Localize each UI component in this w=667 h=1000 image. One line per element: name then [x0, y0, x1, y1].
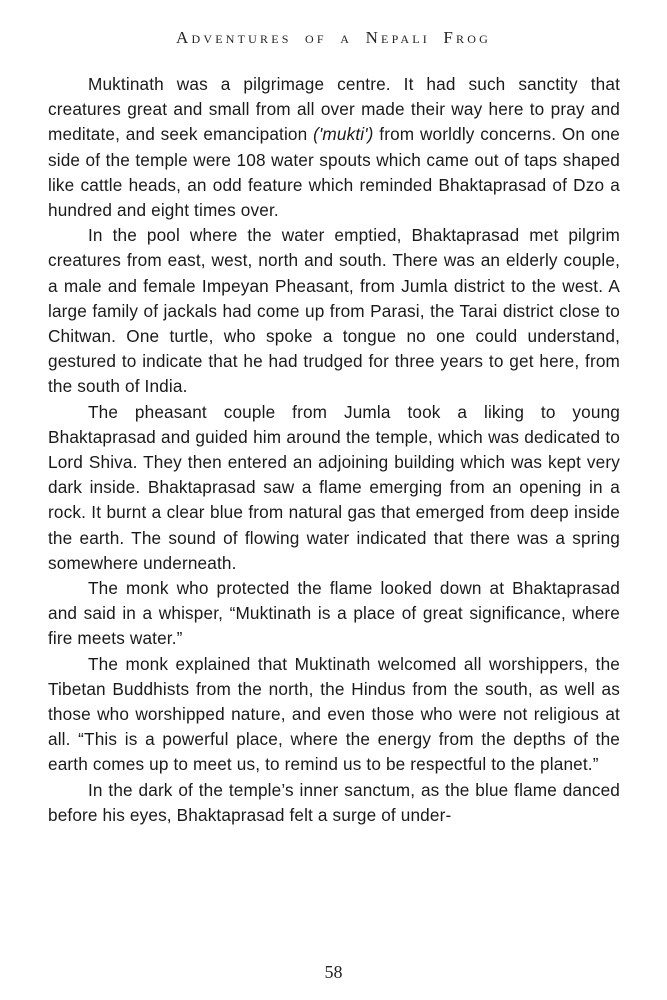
paragraph-1 [48, 72, 620, 223]
paragraph-4: The monk who protected the flame looked down at Bhaktaprasad and said in a whisper, “Muktinath is a place of great significance, where fire meets water.” [48, 578, 620, 649]
paragraph-5: The monk explained that Muktinath welcomed all worshippers, the Tibetan Buddhists from the north, the Hindus from the south, as well as those who worshipped nature, and even those who were not religious at all. “This is a powerful place, where the energy from the depths of the earth comes up to meet us, to remind us to be respectful to the planet.” [48, 653, 620, 775]
body-text [48, 72, 620, 828]
page-number: 58 [324, 962, 343, 982]
running-head: Adventures of a Nepali Frog [176, 28, 491, 47]
paragraph-1-part-1: Muktinath was a pilgrimage centre. It had such sanctity that creatures great and small from all over made their way here to pray and meditate, and seek emancipation [48, 74, 620, 145]
paragraph-2: In the pool where the water emptied, Bhaktaprasad met pilgrim creatures from east, west, north and south. There was an elderly couple, a male and female Impeyan Pheasant, from Jumla district to the west. A large family of jackals had come up from Parasi, the Tarai district close to Chitwan. One turtle, who spoke a tongue no one could understand, gestured to indicate that he had trudged for three years to get here, from the south of India. [48, 225, 620, 397]
paragraph-6: In the dark of the temple’s inner sanctum, as the blue flame danced before his eyes, Bhaktaprasad felt a surge of under- [48, 779, 620, 825]
paragraph-1-part-2: from worldly concerns. On one side of the temple were 108 water spouts which came out of taps shaped like cattle heads, an odd feature which reminded Bhaktaprasad of Dzo a hundred and eight times over. [48, 124, 620, 221]
mukti-term: ('mukti') [313, 124, 374, 145]
paragraph-3: The pheasant couple from Jumla took a liking to young Bhaktaprasad and guided him around the temple, which was dedicated to Lord Shiva. They then entered an adjoining building which was kept very dark inside. Bhaktaprasad saw a flame emerging from an opening in a rock. It burnt a clear blue from natural gas that emerged from deep inside the earth. The sound of flowing water indicated that there was a spring somewhere underneath. [48, 401, 620, 573]
